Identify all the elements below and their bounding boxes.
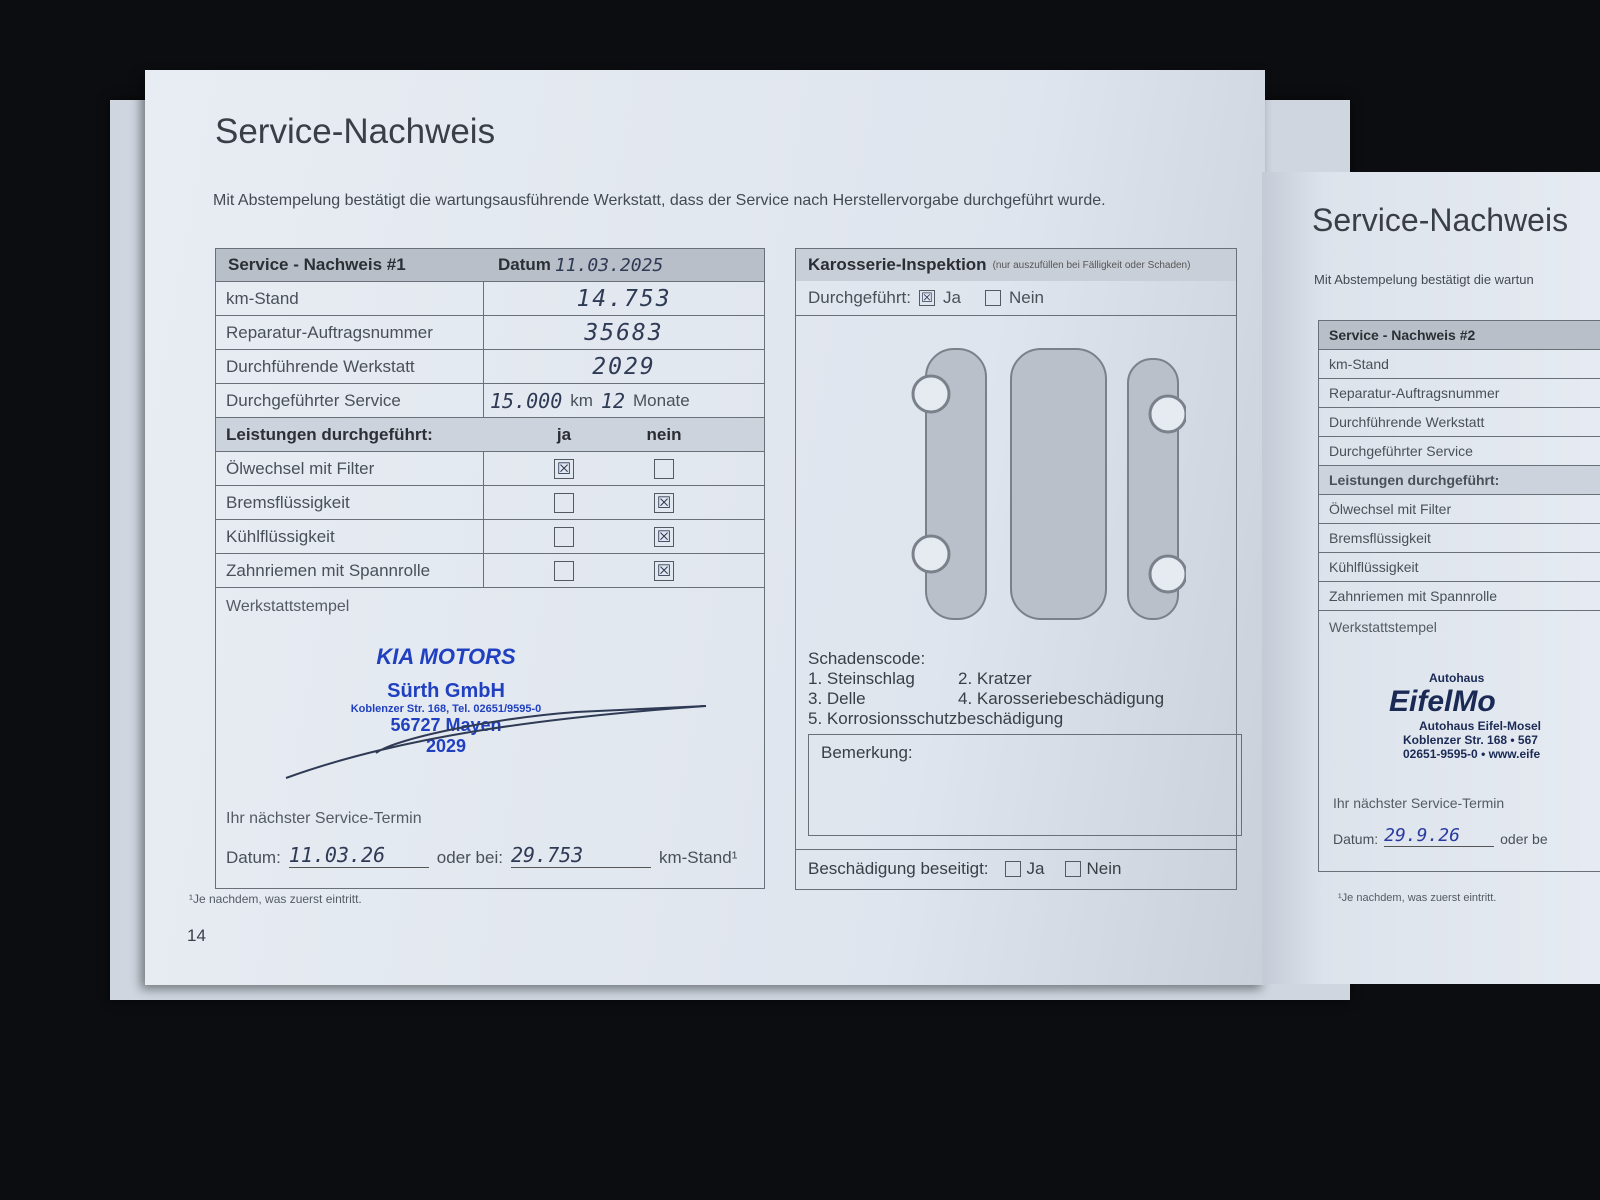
row-label: km-Stand (1319, 349, 1600, 378)
damage-fixed-row (796, 849, 1236, 888)
body-inspection-panel (795, 248, 1237, 890)
months-unit: Monate (633, 390, 690, 410)
performed-label: Leistungen durchgeführt: (226, 424, 433, 444)
next-service-line (1333, 825, 1548, 847)
nein-label: Nein (1008, 288, 1044, 307)
next-date-label: Datum: (226, 848, 281, 867)
performed-header (216, 417, 764, 451)
service-header (216, 249, 764, 281)
footnote: ¹Je nachdem, was zuerst eintritt. (1338, 892, 1497, 904)
row-label: Reparatur-Auftragsnummer (216, 316, 484, 349)
page-number: 14 (187, 926, 206, 945)
row-label: km-Stand (216, 282, 484, 315)
stamp-name: Sürth GmbH (387, 680, 505, 702)
item-label: Ölwechsel mit Filter (1319, 494, 1600, 523)
nein-label: Nein (1086, 859, 1122, 878)
next-date-value: 29.9.26 (1384, 825, 1494, 847)
table-row (216, 315, 764, 349)
or-label: oder be (1500, 831, 1548, 847)
stamp-code: 2029 (425, 736, 467, 756)
table-row (216, 281, 764, 315)
checkbox-nein[interactable]: ☒ (654, 561, 674, 581)
row-label: Durchführende Werkstatt (216, 350, 484, 383)
or-label: oder bei: (436, 848, 503, 867)
stamp-top: Autohaus (1429, 671, 1485, 685)
service-header-label: Service - Nachweis #1 (228, 255, 406, 274)
item-label: Zahnriemen mit Spannrolle (216, 554, 484, 587)
stamp-address: Koblenzer Str. 168, Tel. 02651/9595-0 (350, 703, 542, 715)
item-label: Zahnriemen mit Spannrolle (1319, 581, 1600, 610)
item-label: Ölwechsel mit Filter (216, 452, 484, 485)
workshop-value: 2029 (592, 353, 656, 380)
stamp-city: 56727 Mayen (390, 715, 502, 735)
code-item: 3. Delle (808, 689, 866, 708)
signature (276, 698, 716, 788)
stamp-area (1319, 610, 1600, 871)
item-label: Kühlflüssigkeit (1319, 552, 1600, 581)
left-page (145, 70, 1265, 985)
order-number-value: 35683 (584, 319, 664, 346)
checkbox-ja[interactable]: ☒ (919, 290, 935, 306)
checkbox-nein[interactable]: ☒ (654, 527, 674, 547)
next-date-value: 11.03.26 (289, 843, 429, 868)
codes-title: Schadenscode: (808, 649, 926, 668)
checkbox-ja[interactable]: ☒ (554, 459, 574, 479)
checkbox-ja[interactable] (554, 527, 574, 547)
page-title: Service-Nachweis (1312, 202, 1569, 238)
done-label: Durchgeführt: (808, 288, 911, 307)
row-label: Durchgeführter Service (216, 384, 484, 417)
next-service-label: Ihr nächster Service-Termin (226, 810, 422, 827)
date-value: 11.03.2025 (554, 254, 664, 276)
table-row (216, 519, 764, 553)
table-row (216, 383, 764, 417)
code-item: 4. Karosseriebeschädigung (958, 689, 1165, 708)
remark-label: Bemerkung: (821, 743, 913, 762)
code-item: 1. Steinschlag (808, 669, 915, 688)
row-label: Durchgeführter Service (1319, 436, 1600, 465)
row-label: Durchführende Werkstatt (1319, 407, 1600, 436)
item-label: Kühlflüssigkeit (216, 520, 484, 553)
yes-column-label: ja (556, 424, 572, 444)
stamp-label: Werkstattstempel (226, 598, 350, 615)
code-item: 2. Kratzer (958, 669, 1032, 688)
car-diagram (906, 339, 1186, 629)
service-record-table (215, 248, 765, 889)
km-stand-label: km-Stand¹ (658, 848, 738, 867)
stamp-area (216, 587, 764, 888)
remark-box[interactable] (808, 734, 1242, 836)
page-title: Service-Nachweis (215, 112, 496, 151)
next-service-line (226, 843, 737, 868)
ja-label: Ja (943, 288, 961, 307)
ja-label: Ja (1026, 859, 1045, 878)
service-km-value: 15.000 (490, 388, 563, 413)
next-service-label: Ihr nächster Service-Termin (1333, 795, 1505, 811)
stamp-label: Werkstattstempel (1329, 619, 1437, 635)
table-row (216, 553, 764, 587)
stamp-brand: KIA MOTORS (376, 644, 516, 669)
row-label: Reparatur-Auftragsnummer (1319, 378, 1600, 407)
inspection-title: Karosserie-Inspektion (808, 255, 987, 274)
stamp-phone: 02651-9595-0 • www.eife (1403, 747, 1541, 761)
code-item: 5. Korrosionsschutzbeschädigung (808, 709, 1064, 728)
performed-label: Leistungen durchgeführt: (1319, 465, 1600, 494)
km-unit: km (570, 390, 593, 410)
service-header-label: Service - Nachweis #2 (1319, 321, 1600, 349)
next-date-label: Datum: (1333, 831, 1379, 847)
stamp-brand: EifelMo (1389, 685, 1496, 718)
inspection-note: (nur auszufüllen bei Fälligkeit oder Schaden) (992, 259, 1191, 271)
checkbox-nein[interactable]: ☒ (654, 493, 674, 513)
service-months-value: 12 (600, 388, 626, 413)
stamp-address: Koblenzer Str. 168 • 567 (1403, 733, 1538, 747)
table-row (216, 451, 764, 485)
item-label: Bremsflüssigkeit (1319, 523, 1600, 552)
checkbox-ja[interactable] (1005, 861, 1021, 877)
no-column-label: nein (646, 424, 682, 444)
date-label: Datum (498, 255, 551, 274)
table-row (216, 485, 764, 519)
intro-text: Mit Abstempelung bestätigt die wartungsausführende Werkstatt, dass der Service nach Herstellervorgabe durchgeführt wurde. (213, 192, 1106, 209)
next-km-value: 29.753 (511, 843, 651, 868)
inspection-header (796, 249, 1236, 281)
checkbox-ja[interactable] (554, 561, 574, 581)
right-page (1262, 172, 1600, 984)
km-stand-value: 14.753 (576, 285, 672, 312)
fixed-label: Beschädigung beseitigt: (808, 859, 989, 878)
table-row (216, 349, 764, 383)
checkbox-ja[interactable] (554, 493, 574, 513)
checkbox-nein[interactable] (1065, 861, 1081, 877)
workshop-stamp-2 (1389, 671, 1541, 761)
damage-codes (808, 649, 1228, 729)
inspection-done-row (796, 281, 1236, 316)
service-record-table-2 (1318, 320, 1600, 872)
stamp-name: Autohaus Eifel-Mosel (1419, 719, 1542, 733)
footnote: ¹Je nachdem, was zuerst eintritt. (189, 892, 362, 906)
item-label: Bremsflüssigkeit (216, 486, 484, 519)
intro-text: Mit Abstempelung bestätigt die wartun (1314, 272, 1534, 287)
checkbox-nein[interactable] (985, 290, 1001, 306)
checkbox-nein[interactable] (654, 459, 674, 479)
